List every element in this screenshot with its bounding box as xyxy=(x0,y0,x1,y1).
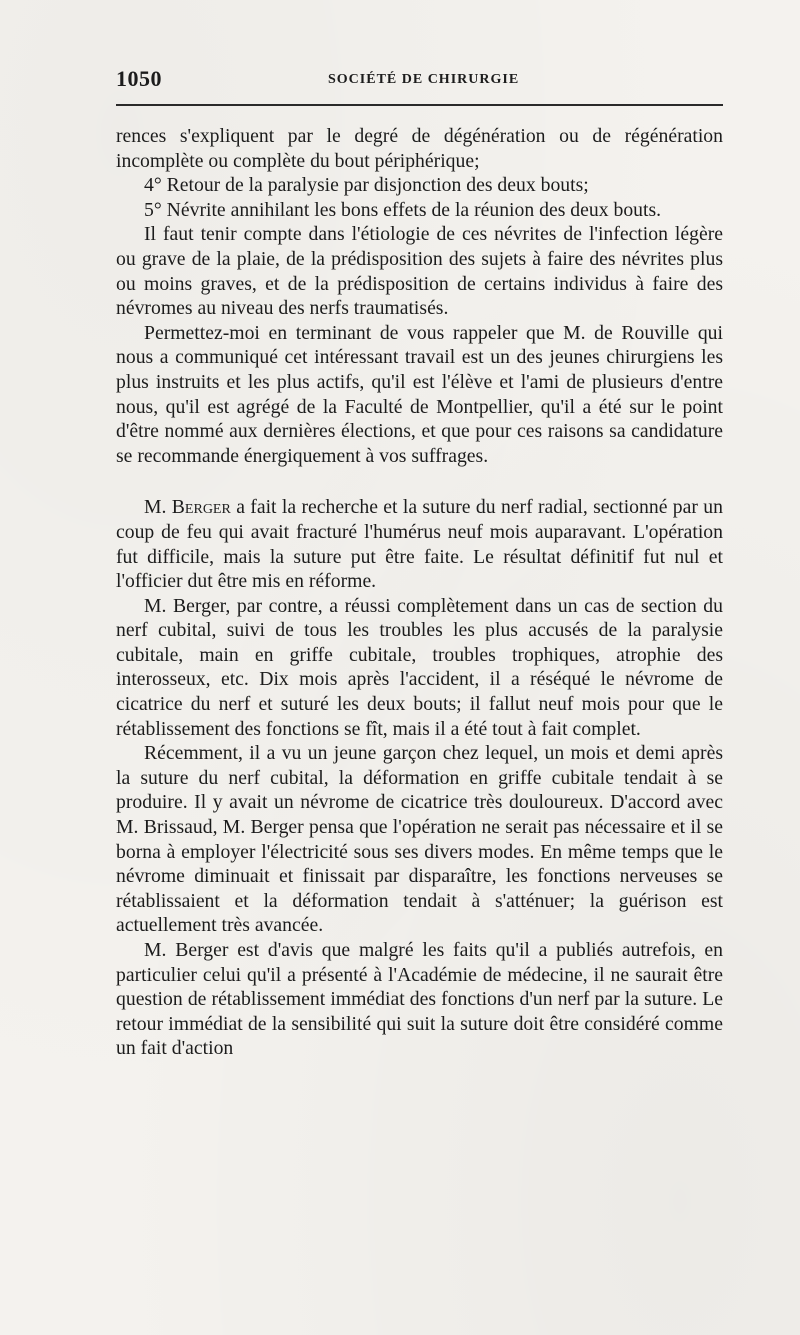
speaker-name: Berger xyxy=(171,496,231,519)
paragraph: M. Berger, par contre, a réussi complètement dans un cas de section du nerf cubital, suivi de tous les troubles les plus accusés de la paralysie cubitale, main en griffe cubitale, troubles trophiques, atrophie des interosseux, etc. Dix mois après l'accident, il a réséqué le névrome de cicatrice du nerf et suturé les deux bouts; il fallut neuf mois pour que le rétablissement des fonctions se fît, mais il a été tout à fait complet. xyxy=(116,594,723,740)
paragraph: Permettez-moi en terminant de vous rappeler que M. de Rouville qui nous a communiqué cet intéressant travail est un des jeunes chirurgiens les plus instruits et les plus actifs, qu'il est l'élève et l'ami de plusieurs d'entre nous, qu'il est agrégé de la Faculté de Montpellier, qu'il a été sur le point d'être nommé aux dernières élections, et que pour ces raisons sa candidature se recommande énergiquement à vos suffrages. xyxy=(116,321,723,467)
paragraph: 5° Névrite annihilant les bons effets de la réunion des deux bouts. xyxy=(144,198,662,221)
paragraph-text: a fait la recherche et la suture du nerf radial, sectionné par un coup de feu qui avait fracturé l'humérus neuf mois auparavant. L'opération fut difficile, mais la suture put être faite. Le résultat définitif fut nul et l'officier dut être mis en réforme. xyxy=(116,496,723,593)
paragraph: M. Berger est d'avis que malgré les faits qu'il a publiés autrefois, en particulier celui qu'il a présenté à l'Académie de médecine, il ne saurait être question de rétablissement immédiat des fonctions d'un nerf par la suture. Le retour immédiat de la sensibilité qui suit la suture doit être considéré comme un fait d'action xyxy=(116,939,723,1060)
paragraph: 4° Retour de la paralysie par disjonction des deux bouts; xyxy=(144,174,589,197)
running-head: SOCIÉTÉ DE CHIRURGIE xyxy=(328,72,520,87)
speaker-prefix: M. xyxy=(144,496,172,519)
header-rule xyxy=(116,104,723,106)
paragraph xyxy=(116,495,723,593)
section-break xyxy=(116,468,723,495)
page-header xyxy=(116,66,723,94)
page-number: 1050 xyxy=(116,66,162,91)
paragraph: rences s'expliquent par le degré de dégénération ou de régénération incomplète ou complète du bout périphérique; xyxy=(116,125,723,172)
body-text xyxy=(116,124,723,1061)
paragraph: Récemment, il a vu un jeune garçon chez lequel, un mois et demi après la suture du nerf cubital, la déformation en griffe cubitale tendait à se produire. Il y avait un névrome de cicatrice très douloureux. D'accord avec M. Brissaud, M. Berger pensa que l'opération ne serait pas nécessaire et il se borna à employer l'électricité sous ses divers modes. En même temps que le névrome diminuait et finissait par disparaître, les fonctions nerveuses se rétablissaient et la déformation tendait à s'atténuer; la guérison est actuellement très avancée. xyxy=(116,742,723,937)
paragraph: Il faut tenir compte dans l'étiologie de ces névrites de l'infection légère ou grave de la plaie, de la prédisposition des sujets à faire des névrites plus ou moins graves, et de la prédisposition de certains individus à faire des névromes au niveau des nerfs traumatisés. xyxy=(116,223,723,320)
